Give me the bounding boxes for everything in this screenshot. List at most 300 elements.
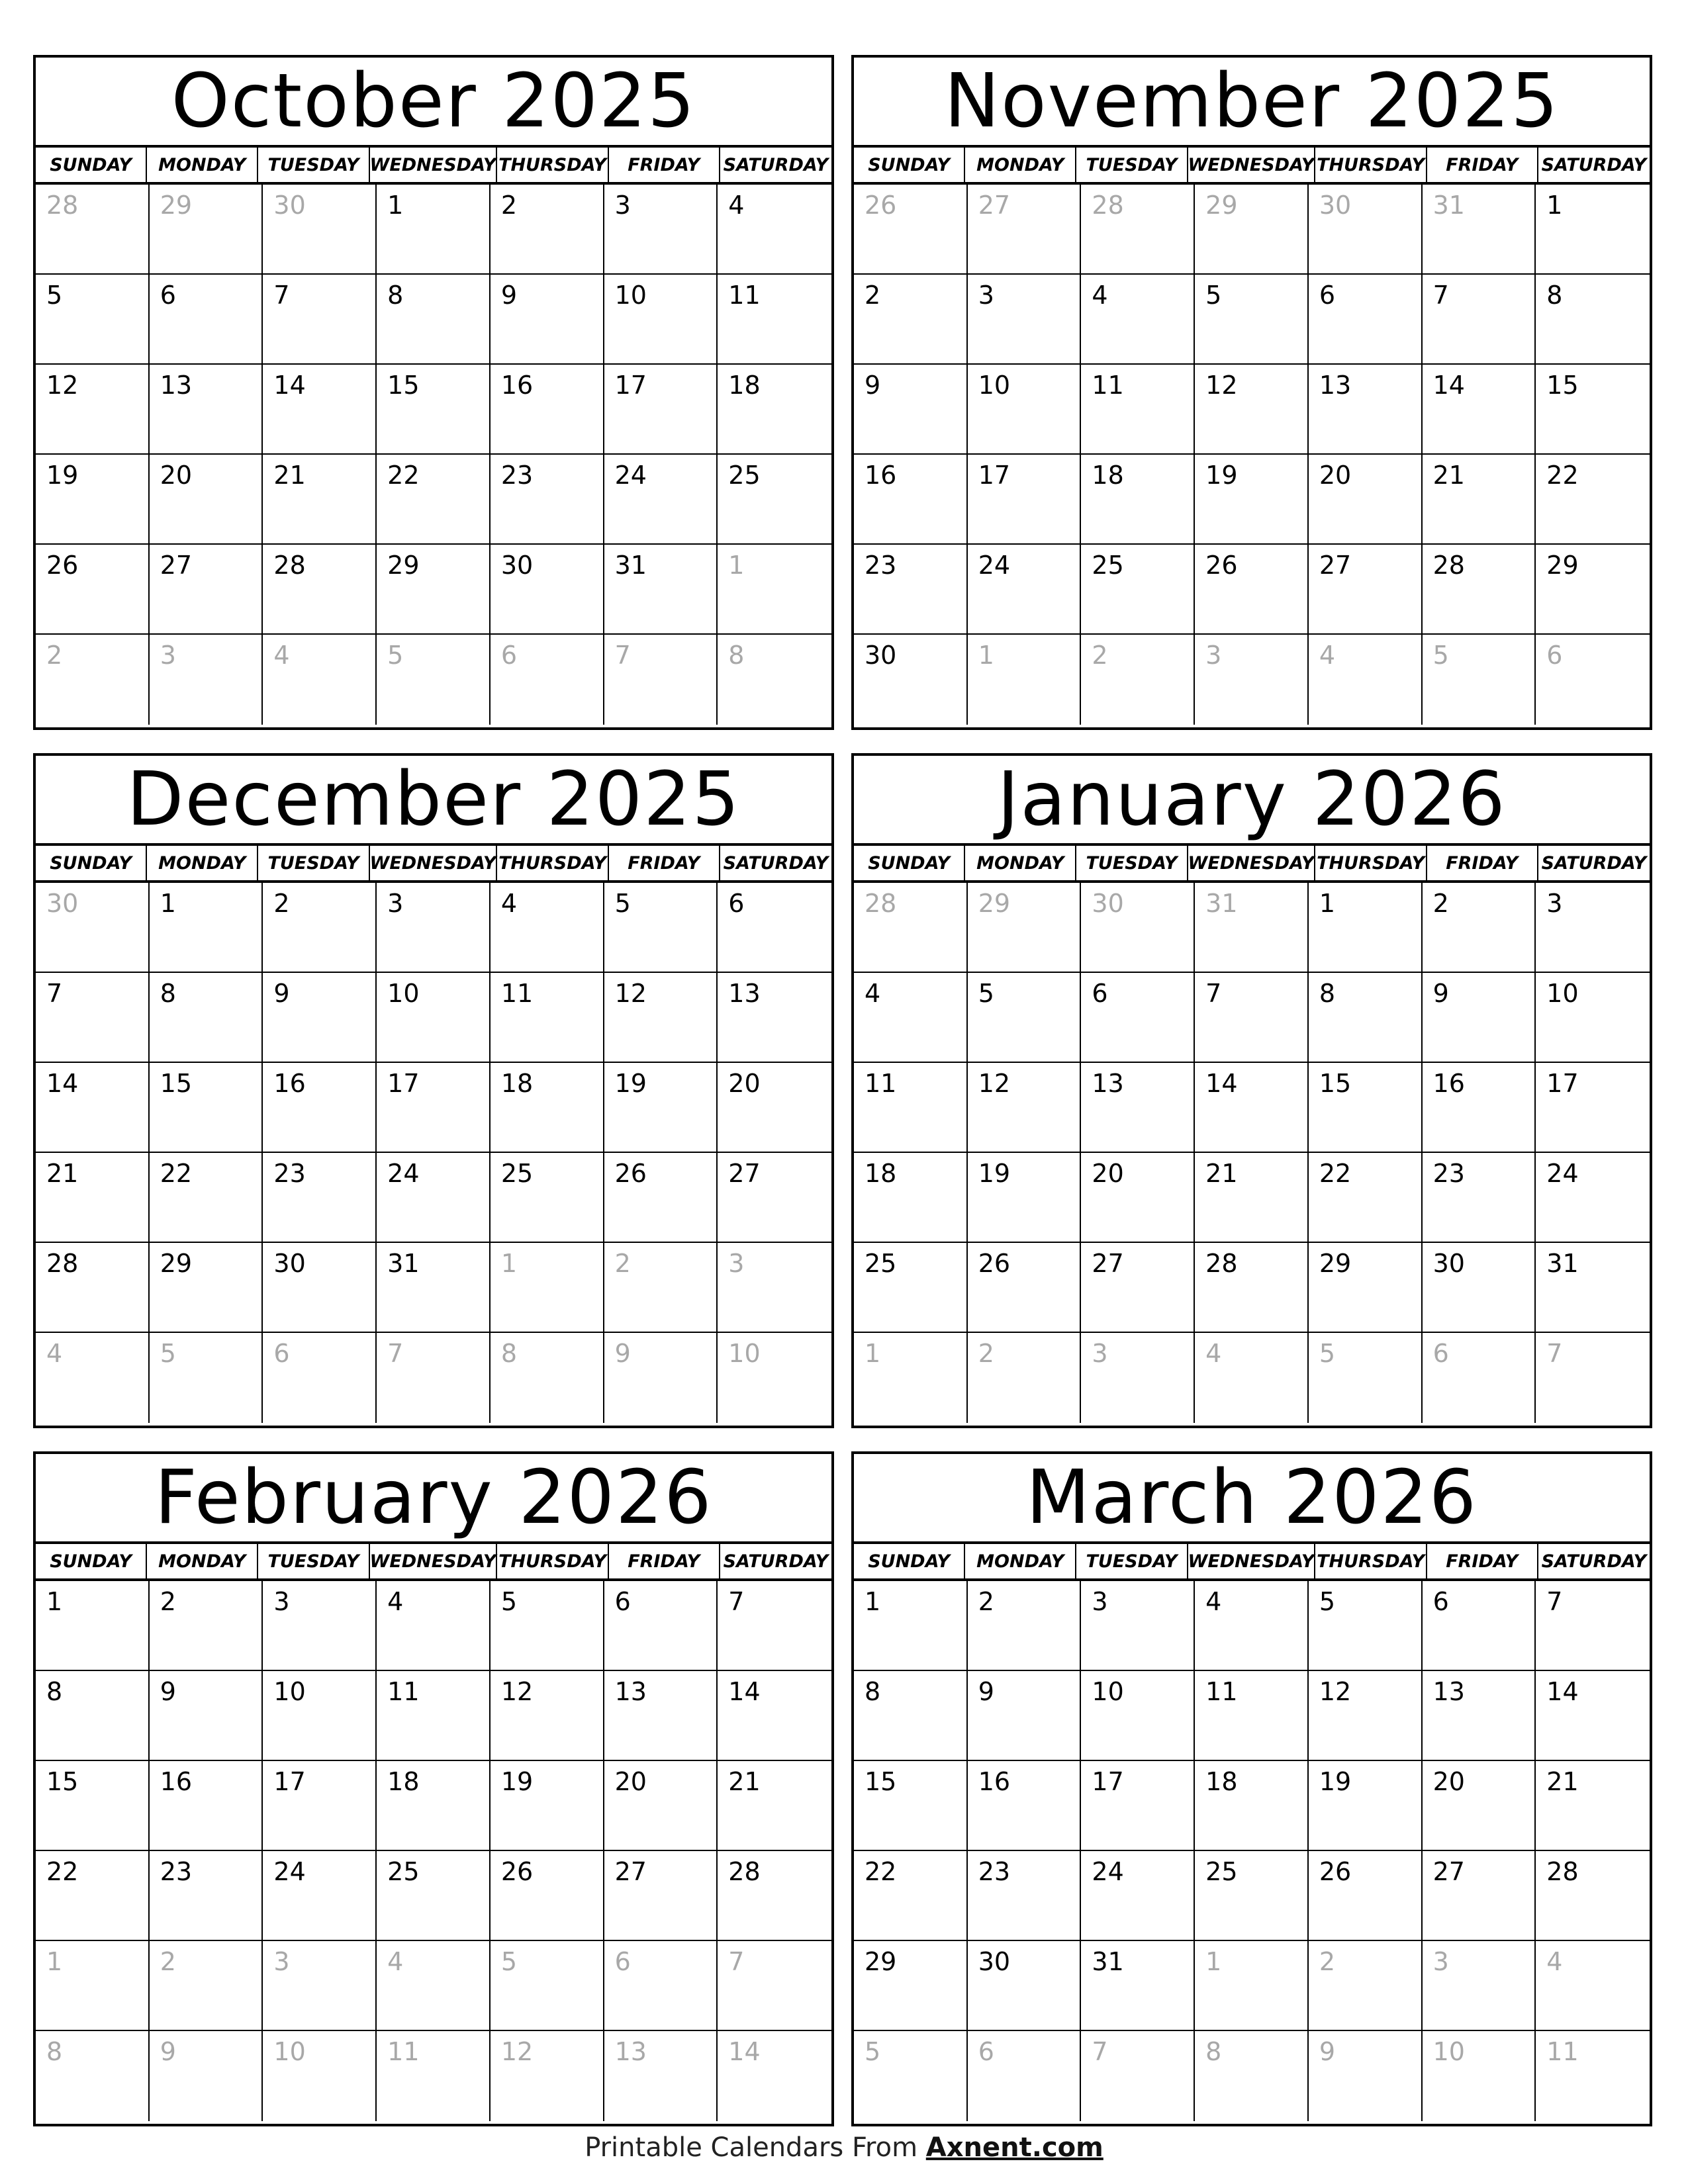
day-cell: 28 [263,545,377,635]
day-cell: 21 [1195,1153,1309,1243]
day-cell: 24 [263,1851,377,1941]
day-cell: 7 [1423,275,1536,365]
weekday-label: SATURDAY [723,154,829,175]
day-cell: 15 [1536,365,1650,455]
day-cell: 29 [150,1243,263,1333]
day-cell: 2 [1423,883,1536,973]
day-cell: 9 [968,1671,1082,1761]
adjacent-month-day-cell: 7 [1546,1339,1563,1368]
day-cell: 26 [604,1153,718,1243]
day-cell: 24 [968,545,1082,635]
day-cell: 11 [1195,1671,1309,1761]
weekday-header-row [854,846,1650,883]
day-cell: 9 [263,973,377,1063]
day-cell: 8 [36,1671,150,1761]
day-cell: 23 [491,455,604,545]
day-cell: 16 [854,455,968,545]
month-calendar-october-2025 [33,55,834,730]
day-cell: 8 [1536,275,1650,365]
day-cell: 12 [604,973,718,1063]
day-cell: 13 [1309,365,1423,455]
day-cell: 1 [854,1581,968,1671]
adjacent-month-day-cell: 3 [1081,1333,1195,1423]
adjacent-month-day-cell: 8 [1195,2031,1309,2121]
day-cell: 15 [150,1063,263,1153]
month-calendar-november-2025 [851,55,1652,730]
adjacent-month-day-cell: 1 [1195,1941,1309,2031]
month-title: December 2025 [36,756,831,846]
day-cell: 14 [36,1063,150,1153]
footer-prefix: Printable Calendars From [585,2132,926,2163]
day-grid [36,185,831,725]
day-cell: 21 [263,455,377,545]
day-cell: 12 [1195,365,1309,455]
day-cell: 22 [377,455,491,545]
adjacent-month-day-cell: 6 [491,635,604,725]
day-cell: 1 [1536,185,1650,275]
adjacent-month-day-cell: 7 [377,1333,491,1423]
day-cell: 21 [718,1761,831,1851]
day-cell: 6 [1423,1581,1536,1671]
weekday-label: WEDNESDAY [370,846,498,880]
adjacent-month-day-cell: 4 [1309,635,1423,725]
adjacent-month-day-cell: 4 [36,1333,150,1423]
weekday-label: TUESDAY [258,846,369,880]
day-cell: 18 [377,1761,491,1851]
day-cell: 5 [1309,1581,1423,1671]
day-cell: 18 [718,365,831,455]
weekday-label: THURSDAY [497,846,608,880]
day-cell: 30 [491,545,604,635]
day-cell: 2 [854,275,968,365]
day-cell: 20 [1081,1153,1195,1243]
adjacent-month-day-cell: 4 [1536,1941,1650,2031]
day-cell: 13 [604,1671,718,1761]
day-cell: 29 [1536,545,1650,635]
adjacent-month-day-cell: 8 [36,2031,150,2121]
adjacent-month-day-cell: 6 [604,1941,718,2031]
day-cell: 26 [968,1243,1082,1333]
day-cell: 22 [1309,1153,1423,1243]
day-cell: 11 [491,973,604,1063]
day-cell: 10 [377,973,491,1063]
day-cell: 22 [1536,455,1650,545]
weekday-label: FRIDAY [609,846,720,880]
adjacent-month-day-cell: 1 [36,1941,150,2031]
day-cell: 14 [718,1671,831,1761]
day-cell: 1 [150,883,263,973]
day-cell: 4 [718,185,831,275]
day-cell: 23 [1423,1153,1536,1243]
day-cell: 14 [1195,1063,1309,1153]
adjacent-month-day-cell: 7 [718,1941,831,2031]
day-cell: 9 [1423,973,1536,1063]
adjacent-month-day-cell: 31 [1423,185,1536,275]
weekday-header-row [36,846,831,883]
weekday-label: SATURDAY [1541,852,1647,874]
adjacent-month-day-cell: 6 [968,2031,1082,2121]
day-cell: 5 [36,275,150,365]
weekday-label: SUNDAY [36,148,147,182]
day-cell: 27 [1309,545,1423,635]
weekday-label: SUNDAY [36,1544,147,1578]
weekday-header-row [854,1544,1650,1581]
day-cell: 19 [968,1153,1082,1243]
day-cell: 16 [150,1761,263,1851]
weekday-label: FRIDAY [609,1544,720,1578]
day-cell: 15 [1309,1063,1423,1153]
day-cell: 3 [968,275,1082,365]
day-cell: 25 [854,1243,968,1333]
adjacent-month-day-cell: 2 [1309,1941,1423,2031]
day-cell: 20 [1423,1761,1536,1851]
day-cell: 26 [491,1851,604,1941]
day-cell: 9 [854,365,968,455]
adjacent-month-day-cell: 7 [1081,2031,1195,2121]
day-cell: 28 [1195,1243,1309,1333]
adjacent-month-day-cell: 29 [968,883,1082,973]
month-calendar-january-2026 [851,753,1652,1428]
weekday-label: TUESDAY [258,1544,369,1578]
day-cell: 26 [1195,545,1309,635]
adjacent-month-day-cell: 28 [854,883,968,973]
day-cell: 13 [1423,1671,1536,1761]
day-cell: 24 [1536,1153,1650,1243]
weekday-label: FRIDAY [1427,846,1538,880]
day-cell: 8 [854,1671,968,1761]
day-cell: 2 [491,185,604,275]
day-cell: 30 [854,635,968,725]
day-cell: 6 [1309,275,1423,365]
weekday-label: WEDNESDAY [1188,148,1316,182]
weekday-header-row [854,148,1650,185]
weekday-label: THURSDAY [1315,148,1427,182]
adjacent-month-day-cell: 30 [1081,883,1195,973]
day-cell: 23 [150,1851,263,1941]
day-cell: 12 [968,1063,1082,1153]
footer-credit [0,2132,1688,2163]
day-cell: 24 [377,1153,491,1243]
day-cell: 8 [377,275,491,365]
day-cell: 3 [604,185,718,275]
weekday-label: WEDNESDAY [1188,1544,1316,1578]
day-cell: 11 [1081,365,1195,455]
month-calendar-march-2026 [851,1451,1652,2126]
day-cell: 13 [150,365,263,455]
day-cell: 17 [968,455,1082,545]
day-cell: 17 [1081,1761,1195,1851]
weekday-label: MONDAY [965,846,1076,880]
adjacent-month-day-cell: 4 [1195,1333,1309,1423]
day-cell: 3 [263,1581,377,1671]
day-cell: 4 [377,1581,491,1671]
day-cell: 14 [1423,365,1536,455]
day-cell: 28 [36,1243,150,1333]
weekday-label: THURSDAY [497,148,608,182]
day-cell: 16 [263,1063,377,1153]
day-cell: 8 [1309,973,1423,1063]
day-cell: 25 [718,455,831,545]
day-cell: 17 [604,365,718,455]
day-cell: 13 [718,973,831,1063]
day-cell: 31 [604,545,718,635]
day-cell: 4 [491,883,604,973]
day-cell: 22 [36,1851,150,1941]
adjacent-month-day-cell: 7 [604,635,718,725]
month-calendar-february-2026 [33,1451,834,2126]
day-cell: 5 [604,883,718,973]
adjacent-month-day-cell: 5 [1423,635,1536,725]
day-cell: 19 [1195,455,1309,545]
day-cell: 11 [718,275,831,365]
day-cell: 3 [1536,883,1650,973]
day-cell: 5 [491,1581,604,1671]
day-cell: 25 [491,1153,604,1243]
day-cell: 10 [604,275,718,365]
day-cell: 19 [36,455,150,545]
adjacent-month-day-cell: 9 [1309,2031,1423,2121]
day-cell: 1 [377,185,491,275]
day-cell: 6 [718,883,831,973]
adjacent-month-day-cell: 28 [36,185,150,275]
day-cell: 2 [263,883,377,973]
day-cell: 25 [1195,1851,1309,1941]
day-cell: 9 [150,1671,263,1761]
day-cell: 18 [491,1063,604,1153]
day-cell: 5 [1195,275,1309,365]
day-cell: 27 [150,545,263,635]
adjacent-month-day-cell: 1 [968,635,1082,725]
day-cell: 10 [1536,973,1650,1063]
adjacent-month-day-cell: 3 [150,635,263,725]
adjacent-month-day-cell: 6 [263,1333,377,1423]
day-cell: 30 [1423,1243,1536,1333]
day-grid [854,883,1650,1423]
adjacent-month-day-cell: 5 [1309,1333,1423,1423]
day-cell: 15 [36,1761,150,1851]
adjacent-month-day-cell: 5 [377,635,491,725]
day-cell: 6 [150,275,263,365]
day-cell: 18 [1081,455,1195,545]
adjacent-month-day-cell: 29 [1195,185,1309,275]
adjacent-month-day-cell: 10 [263,2031,377,2121]
adjacent-month-day-cell: 3 [718,1243,831,1333]
adjacent-month-day-cell: 12 [491,2031,604,2121]
day-cell: 19 [491,1761,604,1851]
day-cell: 21 [1423,455,1536,545]
day-cell: 22 [150,1153,263,1243]
weekday-label: FRIDAY [1427,148,1538,182]
adjacent-month-day-cell: 2 [968,1333,1082,1423]
adjacent-month-day-cell: 8 [728,641,745,670]
weekday-label: SATURDAY [723,852,829,874]
day-cell: 17 [263,1761,377,1851]
day-cell: 24 [604,455,718,545]
adjacent-month-day-cell: 14 [728,2037,761,2066]
day-cell: 6 [1081,973,1195,1063]
adjacent-month-day-cell: 5 [854,2031,968,2121]
day-cell: 27 [604,1851,718,1941]
day-cell: 7 [718,1581,831,1671]
adjacent-month-day-cell: 10 [728,1339,761,1368]
weekday-label: SUNDAY [854,148,965,182]
weekday-label: TUESDAY [258,148,369,182]
weekday-label: WEDNESDAY [370,1544,498,1578]
day-cell: 20 [150,455,263,545]
weekday-label: SATURDAY [1541,1551,1647,1572]
day-cell: 19 [1309,1761,1423,1851]
day-cell: 29 [1309,1243,1423,1333]
adjacent-month-day-cell: 13 [604,2031,718,2121]
day-cell: 2 [968,1581,1082,1671]
day-cell: 24 [1081,1851,1195,1941]
adjacent-month-day-cell: 3 [1423,1941,1536,2031]
day-cell: 13 [1081,1063,1195,1153]
day-cell: 8 [150,973,263,1063]
weekday-label: THURSDAY [1315,1544,1427,1578]
adjacent-month-day-cell: 3 [1195,635,1309,725]
month-calendar-december-2025 [33,753,834,1428]
day-cell: 21 [1536,1761,1650,1851]
adjacent-month-day-cell: 2 [36,635,150,725]
day-cell: 29 [854,1941,968,2031]
weekday-label: FRIDAY [609,148,720,182]
weekday-label: SUNDAY [36,846,147,880]
day-cell: 4 [1195,1581,1309,1671]
adjacent-month-day-cell: 8 [491,1333,604,1423]
adjacent-month-day-cell: 2 [150,1941,263,2031]
day-cell: 27 [1423,1851,1536,1941]
adjacent-month-day-cell: 6 [1546,641,1563,670]
day-grid [36,1581,831,2121]
day-cell: 23 [854,545,968,635]
adjacent-month-day-cell: 9 [150,2031,263,2121]
day-cell: 23 [263,1153,377,1243]
adjacent-month-day-cell: 1 [718,545,831,635]
day-cell: 16 [491,365,604,455]
adjacent-month-day-cell: 11 [1546,2037,1579,2066]
day-cell: 17 [377,1063,491,1153]
day-cell: 6 [604,1581,718,1671]
day-cell: 28 [1423,545,1536,635]
day-cell: 23 [968,1851,1082,1941]
day-cell: 20 [604,1761,718,1851]
day-cell: 28 [718,1851,831,1941]
day-cell: 18 [854,1153,968,1243]
day-cell: 7 [263,275,377,365]
weekday-label: MONDAY [147,846,258,880]
adjacent-month-day-cell: 26 [854,185,968,275]
adjacent-month-day-cell: 29 [150,185,263,275]
day-cell: 25 [377,1851,491,1941]
day-cell: 10 [1081,1671,1195,1761]
day-cell: 28 [1536,1851,1650,1941]
day-cell: 15 [854,1761,968,1851]
adjacent-month-day-cell: 30 [263,185,377,275]
day-cell: 14 [1536,1671,1650,1761]
adjacent-month-day-cell: 4 [377,1941,491,2031]
month-title: January 2026 [854,756,1650,846]
day-cell: 12 [1309,1671,1423,1761]
day-cell: 12 [491,1671,604,1761]
day-grid [854,1581,1650,2121]
adjacent-month-day-cell: 28 [1081,185,1195,275]
weekday-label: SATURDAY [723,1551,829,1572]
adjacent-month-day-cell: 31 [1195,883,1309,973]
adjacent-month-day-cell: 3 [263,1941,377,2031]
weekday-label: WEDNESDAY [1188,846,1316,880]
day-cell: 11 [377,1671,491,1761]
day-cell: 18 [1195,1761,1309,1851]
weekday-label: THURSDAY [1315,846,1427,880]
weekday-label: MONDAY [965,148,1076,182]
day-cell: 19 [604,1063,718,1153]
weekday-label: MONDAY [965,1544,1076,1578]
adjacent-month-day-cell: 5 [150,1333,263,1423]
day-cell: 1 [36,1581,150,1671]
day-cell: 1 [1309,883,1423,973]
weekday-label: SATURDAY [1541,154,1647,175]
weekday-header-row [36,148,831,185]
day-grid [36,883,831,1423]
day-cell: 10 [968,365,1082,455]
day-cell: 31 [377,1243,491,1333]
day-cell: 5 [968,973,1082,1063]
day-cell: 27 [1081,1243,1195,1333]
adjacent-month-day-cell: 6 [1423,1333,1536,1423]
weekday-label: WEDNESDAY [370,148,498,182]
adjacent-month-day-cell: 5 [491,1941,604,2031]
day-cell: 16 [1423,1063,1536,1153]
adjacent-month-day-cell: 2 [1081,635,1195,725]
day-cell: 26 [36,545,150,635]
weekday-header-row [36,1544,831,1581]
day-cell: 9 [491,275,604,365]
adjacent-month-day-cell: 9 [604,1333,718,1423]
day-cell: 30 [968,1941,1082,2031]
footer-site-link[interactable]: Axnent.com [925,2132,1103,2163]
day-cell: 4 [854,973,968,1063]
month-title: October 2025 [36,58,831,148]
day-cell: 16 [968,1761,1082,1851]
day-cell: 20 [1309,455,1423,545]
month-title: November 2025 [854,58,1650,148]
weekday-label: TUESDAY [1076,846,1188,880]
adjacent-month-day-cell: 11 [377,2031,491,2121]
weekday-label: TUESDAY [1076,148,1188,182]
day-cell: 27 [718,1153,831,1243]
weekday-label: MONDAY [147,148,258,182]
month-title: March 2026 [854,1454,1650,1544]
day-cell: 21 [36,1153,150,1243]
adjacent-month-day-cell: 1 [854,1333,968,1423]
day-cell: 26 [1309,1851,1423,1941]
day-cell: 17 [1536,1063,1650,1153]
adjacent-month-day-cell: 4 [263,635,377,725]
day-cell: 3 [377,883,491,973]
adjacent-month-day-cell: 30 [36,883,150,973]
day-cell: 30 [263,1243,377,1333]
month-title: February 2026 [36,1454,831,1544]
day-cell: 20 [718,1063,831,1153]
day-cell: 2 [150,1581,263,1671]
day-cell: 31 [1536,1243,1650,1333]
adjacent-month-day-cell: 27 [968,185,1082,275]
day-cell: 10 [263,1671,377,1761]
weekday-label: THURSDAY [497,1544,608,1578]
day-cell: 22 [854,1851,968,1941]
day-cell: 3 [1081,1581,1195,1671]
